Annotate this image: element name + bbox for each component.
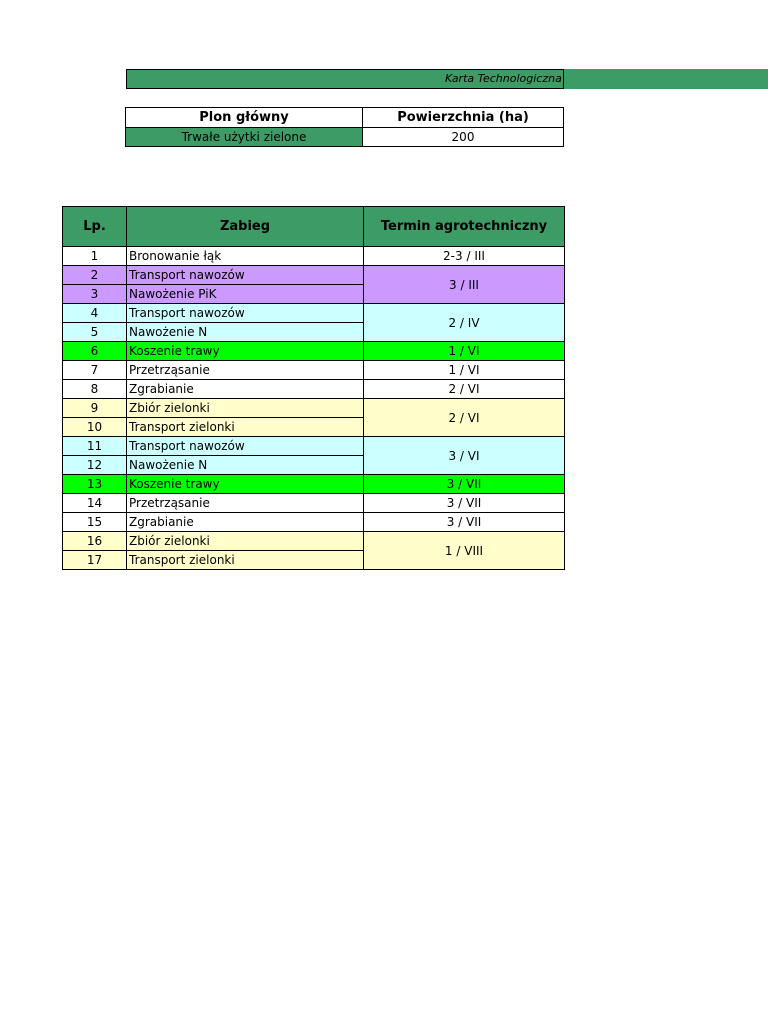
- lp-cell[interactable]: 2: [63, 266, 127, 285]
- table-row: [63, 532, 565, 551]
- header-area[interactable]: Powierzchnia (ha): [363, 108, 564, 128]
- lp-cell[interactable]: 15: [63, 513, 127, 532]
- term-cell[interactable]: 1 / VIII: [364, 532, 565, 570]
- lp-cell[interactable]: 4: [63, 304, 127, 323]
- lp-cell[interactable]: 6: [63, 342, 127, 361]
- lp-cell[interactable]: 5: [63, 323, 127, 342]
- operation-cell[interactable]: Transport zielonki: [127, 551, 364, 570]
- lp-cell[interactable]: 17: [63, 551, 127, 570]
- term-cell[interactable]: 2 / IV: [364, 304, 565, 342]
- crop-cell[interactable]: Trwałe użytki zielone: [126, 128, 363, 147]
- operation-cell[interactable]: Koszenie trawy: [127, 475, 364, 494]
- lp-cell[interactable]: 3: [63, 285, 127, 304]
- header-term[interactable]: Termin agrotechniczny: [364, 207, 565, 247]
- term-cell[interactable]: 3 / VI: [364, 437, 565, 475]
- operation-cell[interactable]: Nawożenie N: [127, 323, 364, 342]
- lp-cell[interactable]: 12: [63, 456, 127, 475]
- table-row: [63, 380, 565, 399]
- summary-data-row: [126, 128, 564, 147]
- lp-cell[interactable]: 11: [63, 437, 127, 456]
- header-lp[interactable]: Lp.: [63, 207, 127, 247]
- term-cell[interactable]: 3 / III: [364, 266, 565, 304]
- header-main-crop[interactable]: Plon główny: [126, 108, 363, 128]
- area-cell[interactable]: 200: [363, 128, 564, 147]
- table-row: [63, 475, 565, 494]
- operation-cell[interactable]: Zbiór zielonki: [127, 399, 364, 418]
- table-row: [63, 513, 565, 532]
- operation-cell[interactable]: Przetrząsanie: [127, 361, 364, 380]
- term-cell[interactable]: 3 / VII: [364, 494, 565, 513]
- summary-table: [125, 107, 564, 147]
- operation-cell[interactable]: Transport nawozów: [127, 437, 364, 456]
- operation-cell[interactable]: Nawożenie PiK: [127, 285, 364, 304]
- table-row: [63, 437, 565, 456]
- title-frame: [126, 69, 564, 89]
- operations-table: [62, 206, 565, 570]
- term-cell[interactable]: 2-3 / III: [364, 247, 565, 266]
- lp-cell[interactable]: 14: [63, 494, 127, 513]
- operation-cell[interactable]: Transport nawozów: [127, 304, 364, 323]
- header-operation[interactable]: Zabieg: [127, 207, 364, 247]
- operation-cell[interactable]: Przetrząsanie: [127, 494, 364, 513]
- lp-cell[interactable]: 8: [63, 380, 127, 399]
- lp-cell[interactable]: 16: [63, 532, 127, 551]
- table-row: [63, 304, 565, 323]
- table-row: [63, 399, 565, 418]
- term-cell[interactable]: 3 / VII: [364, 513, 565, 532]
- table-row: [63, 361, 565, 380]
- operation-cell[interactable]: Bronowanie łąk: [127, 247, 364, 266]
- term-cell[interactable]: 3 / VII: [364, 475, 565, 494]
- operation-cell[interactable]: Koszenie trawy: [127, 342, 364, 361]
- summary-header-row: [126, 108, 564, 128]
- operation-cell[interactable]: Transport zielonki: [127, 418, 364, 437]
- term-cell[interactable]: 2 / VI: [364, 380, 565, 399]
- operation-cell[interactable]: Zgrabianie: [127, 513, 364, 532]
- sheet-title: Karta Technologiczna: [445, 72, 562, 85]
- term-cell[interactable]: 1 / VI: [364, 342, 565, 361]
- table-row: [63, 247, 565, 266]
- term-cell[interactable]: 2 / VI: [364, 399, 565, 437]
- operations-header-row: [63, 207, 565, 247]
- lp-cell[interactable]: 1: [63, 247, 127, 266]
- operation-cell[interactable]: Zgrabianie: [127, 380, 364, 399]
- term-cell[interactable]: 1 / VI: [364, 361, 565, 380]
- table-row: [63, 494, 565, 513]
- operation-cell[interactable]: Nawożenie N: [127, 456, 364, 475]
- operation-cell[interactable]: Zbiór zielonki: [127, 532, 364, 551]
- lp-cell[interactable]: 9: [63, 399, 127, 418]
- table-row: [63, 266, 565, 285]
- lp-cell[interactable]: 10: [63, 418, 127, 437]
- lp-cell[interactable]: 7: [63, 361, 127, 380]
- table-row: [63, 342, 565, 361]
- operation-cell[interactable]: Transport nawozów: [127, 266, 364, 285]
- lp-cell[interactable]: 13: [63, 475, 127, 494]
